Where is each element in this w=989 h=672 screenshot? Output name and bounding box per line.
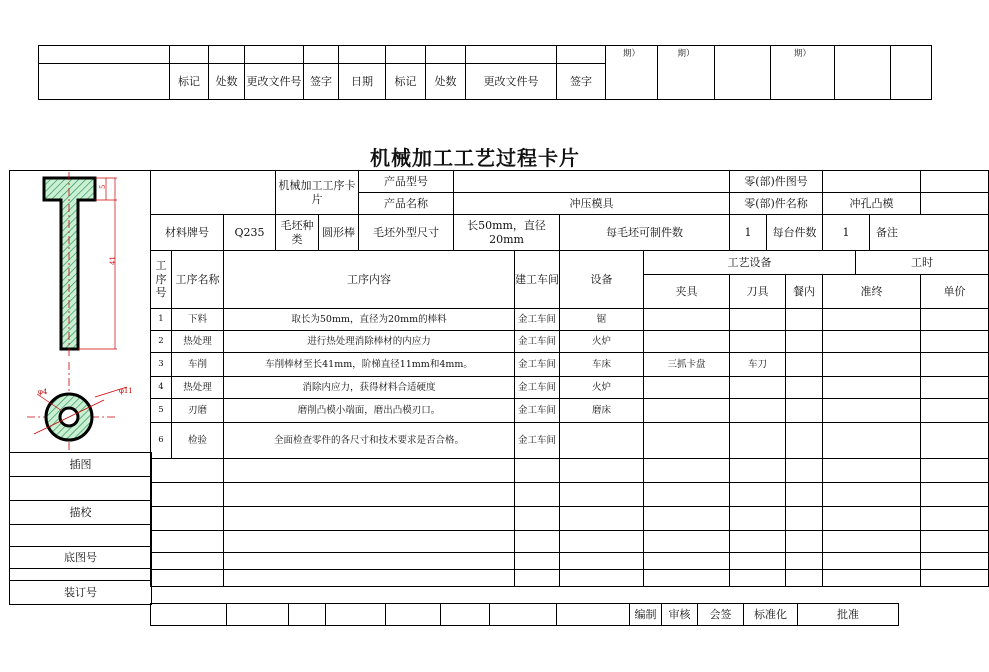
col-tooling: 工艺设备 <box>644 251 856 275</box>
dim-phi4-label: φ4 <box>38 388 48 396</box>
per-unit-value: 1 <box>823 215 870 251</box>
revision-table <box>38 45 932 100</box>
col-unit: 单价 <box>921 275 989 309</box>
op-fixture <box>644 399 730 423</box>
rev-header-count: 处数 <box>209 64 245 100</box>
op-no: 1 <box>151 309 172 331</box>
dim-phi11-label: φ11 <box>119 387 133 395</box>
trace-check-label: 描校 <box>10 501 152 525</box>
signoff-table <box>150 603 899 626</box>
op-cutter <box>730 309 786 331</box>
table-row <box>151 353 989 377</box>
col-op-no: 工序号 <box>151 251 172 309</box>
card-title: 机械加工工艺过程卡片 <box>370 146 580 170</box>
rev-header-sign-2: 签字 <box>557 64 606 100</box>
op-fixture <box>644 377 730 399</box>
op-name: 下料 <box>172 309 224 331</box>
op-fixture <box>644 423 730 459</box>
product-name-label: 产品名称 <box>359 193 454 215</box>
op-equipment: 磨床 <box>560 399 644 423</box>
op-equipment: 火炉 <box>560 331 644 353</box>
rev-header-date: 日期 <box>339 64 386 100</box>
part-name-label: 零(部)件名称 <box>730 193 823 215</box>
op-name: 刃磨 <box>172 399 224 423</box>
op-workshop: 金工车间 <box>515 399 560 423</box>
dim-5-label: 5 <box>99 184 107 189</box>
product-model-value <box>454 171 730 193</box>
op-name: 车削 <box>172 353 224 377</box>
col-equipment: 设备 <box>560 251 644 309</box>
op-equipment: 火炉 <box>560 377 644 399</box>
table-row <box>151 331 989 353</box>
material-grade-label: 材料牌号 <box>151 215 224 251</box>
op-equipment: 车床 <box>560 353 644 377</box>
op-no: 4 <box>151 377 172 399</box>
date-fragment: 期） <box>622 49 640 59</box>
op-workshop: 金工车间 <box>515 353 560 377</box>
part-name-value: 冲孔凸模 <box>823 193 921 215</box>
illustration-label: 插图 <box>10 453 152 477</box>
col-cutter: 刀具 <box>730 275 786 309</box>
product-model-label: 产品型号 <box>359 171 454 193</box>
op-cutter <box>730 423 786 459</box>
op-cutter <box>730 399 786 423</box>
op-fixture <box>644 331 730 353</box>
col-workshop: 建工车间 <box>515 251 560 309</box>
op-content: 全面检查零件的各尺寸和技术要求是否合格。 <box>224 423 515 459</box>
op-fixture <box>644 309 730 331</box>
table-row <box>151 377 989 399</box>
signoff-standardize: 标准化 <box>744 604 798 626</box>
op-workshop: 金工车间 <box>515 423 560 459</box>
rev-header-mark-2: 标记 <box>386 64 426 100</box>
table-row <box>151 309 989 331</box>
op-name: 热处理 <box>172 377 224 399</box>
remark-label: 备注 <box>870 215 989 251</box>
part-drawing-value <box>823 171 921 193</box>
op-fixture: 三抓卡盘 <box>644 353 730 377</box>
per-blank-value: 1 <box>730 215 767 251</box>
op-content: 磨削凸模小端面，磨出凸模刃口。 <box>224 399 515 423</box>
per-unit-label: 每台件数 <box>767 215 823 251</box>
rev-header-mark: 标记 <box>170 64 209 100</box>
col-man-hours: 工时 <box>856 251 989 275</box>
signoff-countersign: 会签 <box>698 604 744 626</box>
per-blank-label: 每毛坯可制件数 <box>560 215 730 251</box>
op-name: 热处理 <box>172 331 224 353</box>
op-content: 取长为50mm，直径为20mm的棒料 <box>224 309 515 331</box>
op-no: 5 <box>151 399 172 423</box>
punch-outline <box>44 178 95 349</box>
op-no: 3 <box>151 353 172 377</box>
blank-type-value: 圆形棒 <box>319 215 359 251</box>
op-name: 检验 <box>172 423 224 459</box>
blank-size-value: 长50mm，直径20mm <box>454 215 560 251</box>
op-equipment: 锯 <box>560 309 644 331</box>
op-no: 6 <box>151 423 172 459</box>
side-label-table <box>9 452 152 605</box>
op-content: 进行热处理消除棒材的内应力 <box>224 331 515 353</box>
date-fragment: 期） <box>793 49 811 59</box>
base-drawing-no-label: 底图号 <box>10 547 152 569</box>
op-content: 消除内应力，获得材料合适硬度 <box>224 377 515 399</box>
col-gauge: 餐内 <box>786 275 823 309</box>
dim-41-label: 41 <box>109 256 117 265</box>
binding-no-label: 装订号 <box>10 581 152 605</box>
op-cutter <box>730 377 786 399</box>
op-workshop: 金工车间 <box>515 331 560 353</box>
rev-header-doc-2: 更改文件号 <box>466 64 557 100</box>
op-content: 车削棒材至长41mm，阶梯直径11mm和4mm。 <box>224 353 515 377</box>
col-prep: 准终 <box>823 275 921 309</box>
rev-header-sign: 签字 <box>304 64 339 100</box>
part-drawing-label: 零(部)件图号 <box>730 171 823 193</box>
blank-type-label: 毛坯种类 <box>276 215 319 251</box>
process-card-table <box>150 170 989 587</box>
signoff-review: 审核 <box>662 604 698 626</box>
signoff-approve: 批准 <box>798 604 899 626</box>
op-equipment <box>560 423 644 459</box>
signoff-compile: 编制 <box>630 604 662 626</box>
table-row <box>151 399 989 423</box>
col-fixture: 夹具 <box>644 275 730 309</box>
op-workshop: 金工车间 <box>515 377 560 399</box>
date-fragment: 期） <box>677 49 695 59</box>
material-grade-value: Q235 <box>224 215 276 251</box>
table-row <box>151 423 989 459</box>
part-drawing <box>22 172 142 450</box>
op-cutter: 车刀 <box>730 353 786 377</box>
op-workshop: 金工车间 <box>515 309 560 331</box>
product-name-value: 冲压模具 <box>454 193 730 215</box>
op-cutter <box>730 331 786 353</box>
rev-header-doc: 更改文件号 <box>245 64 304 100</box>
op-no: 2 <box>151 331 172 353</box>
rev-header-count-2: 处数 <box>426 64 466 100</box>
blank-size-label: 毛坯外型尺寸 <box>359 215 454 251</box>
col-op-name: 工序名称 <box>172 251 224 309</box>
col-op-content: 工序内容 <box>224 251 515 309</box>
card-type-label: 机械加工工序卡片 <box>276 171 359 215</box>
